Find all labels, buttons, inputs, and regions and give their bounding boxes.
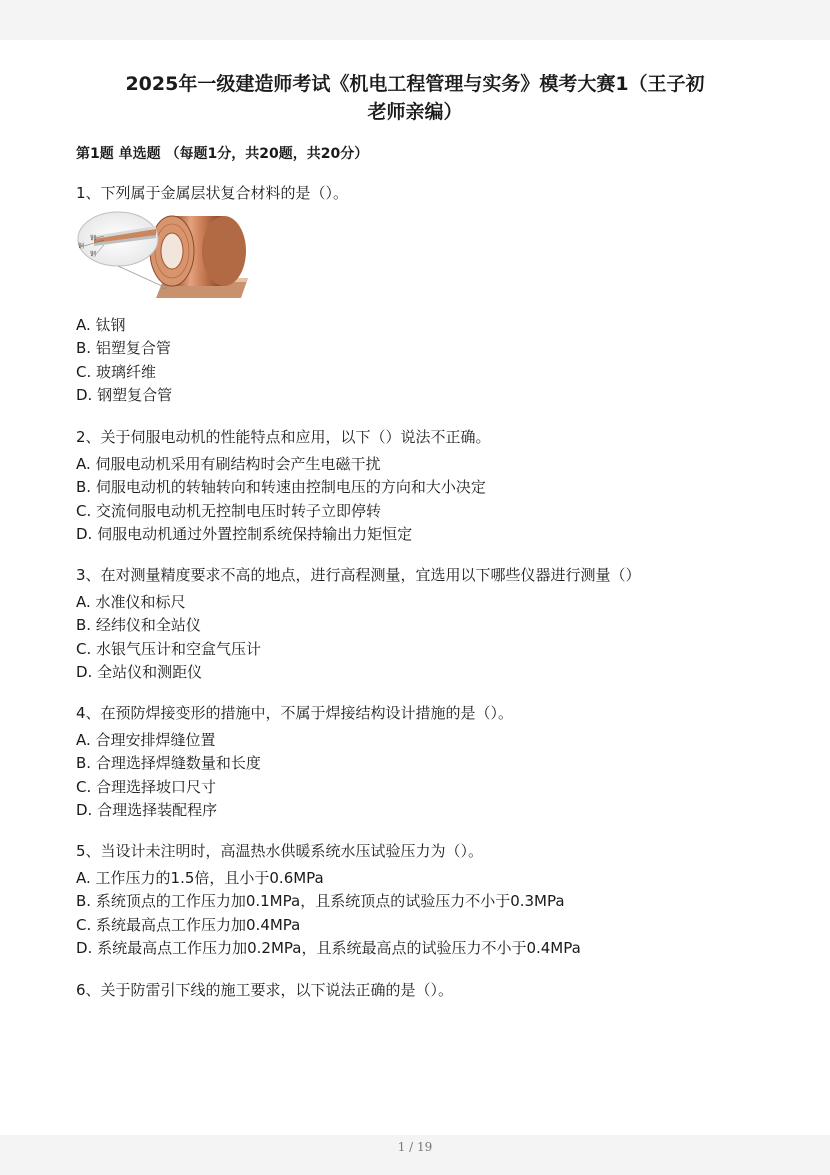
title-line-2: 老师亲编） <box>367 101 463 123</box>
option-b: B. 铝塑复合管 <box>76 339 171 358</box>
option-d: D. 钢塑复合管 <box>76 385 173 404</box>
option-c: C. 交流伺服电动机无控制电压时转子立即停转 <box>76 501 382 520</box>
question-1-stem: 1、下列属于金属层状复合材料的是（）。 <box>76 184 349 202</box>
option-b: B. 经纬仪和全站仪 <box>76 616 201 635</box>
clad-coil-illustration <box>76 206 248 298</box>
document-page <box>0 40 830 1135</box>
option-d: D. 全站仪和测距仪 <box>76 662 203 681</box>
option-d: D. 合理选择装配程序 <box>76 800 218 819</box>
option-b: B. 合理选择焊缝数量和长度 <box>76 754 261 773</box>
option-a: A. 工作压力的1.5倍，且小于0.6MPa <box>76 869 324 887</box>
option-c: C. 玻璃纤维 <box>76 362 157 381</box>
option-b: B. 系统顶点的工作压力加0.1MPa，且系统顶点的试验压力不小于0.3MPa <box>76 892 565 911</box>
document-title <box>60 70 770 126</box>
option-d: D. 系统最高点工作压力加0.2MPa，且系统最高点的试验压力不小于0.4MPa <box>76 938 581 957</box>
question-1-options <box>76 314 796 407</box>
option-a: A. 伺服电动机采用有刷结构时会产生电磁干扰 <box>76 455 381 473</box>
question-3-stem: 3、在对测量精度要求不高的地点，进行高程测量，宜选用以下哪些仪器进行测量（） <box>76 566 641 584</box>
option-a: A. 钛钢 <box>76 316 126 334</box>
option-d: D. 伺服电动机通过外置控制系统保持输出力矩恒定 <box>76 524 413 543</box>
section-heading: 第1题 单选题 （每题1分，共20题，共20分） <box>76 146 369 162</box>
question-4-stem: 4、在预防焊接变形的措施中，不属于焊接结构设计措施的是（）。 <box>76 704 514 722</box>
layer-label-steel-1: 钢 <box>90 235 97 242</box>
title-line-1: 2025年一级建造师考试《机电工程管理与实务》模考大赛1（王子初 <box>125 73 705 95</box>
option-c: C. 水银气压计和空盒气压计 <box>76 639 262 658</box>
layer-label-copper: 铜 <box>78 243 85 250</box>
page-indicator: 1 / 19 <box>397 1140 433 1154</box>
option-a: A. 水准仪和标尺 <box>76 593 186 611</box>
question-2-options <box>76 453 796 546</box>
option-c: C. 合理选择坡口尺寸 <box>76 777 217 796</box>
question-2-stem: 2、关于伺服电动机的性能特点和应用，以下（）说法不正确。 <box>76 428 491 446</box>
question-5-stem: 5、当设计未注明时，高温热水供暖系统水压试验压力为（）。 <box>76 842 484 860</box>
question-5-options <box>76 867 796 960</box>
option-c: C. 系统最高点工作压力加0.4MPa <box>76 915 301 934</box>
option-a: A. 合理安排焊缝位置 <box>76 731 216 749</box>
layer-label-steel-2: 钢 <box>90 251 97 258</box>
question-4-options <box>76 729 796 822</box>
question-6-stem: 6、关于防雷引下线的施工要求，以下说法正确的是（）。 <box>76 981 454 999</box>
question-3-options <box>76 591 796 684</box>
copper-steel-clad-coil-image <box>76 206 248 298</box>
option-b: B. 伺服电动机的转轴转向和转速由控制电压的方向和大小决定 <box>76 478 486 497</box>
